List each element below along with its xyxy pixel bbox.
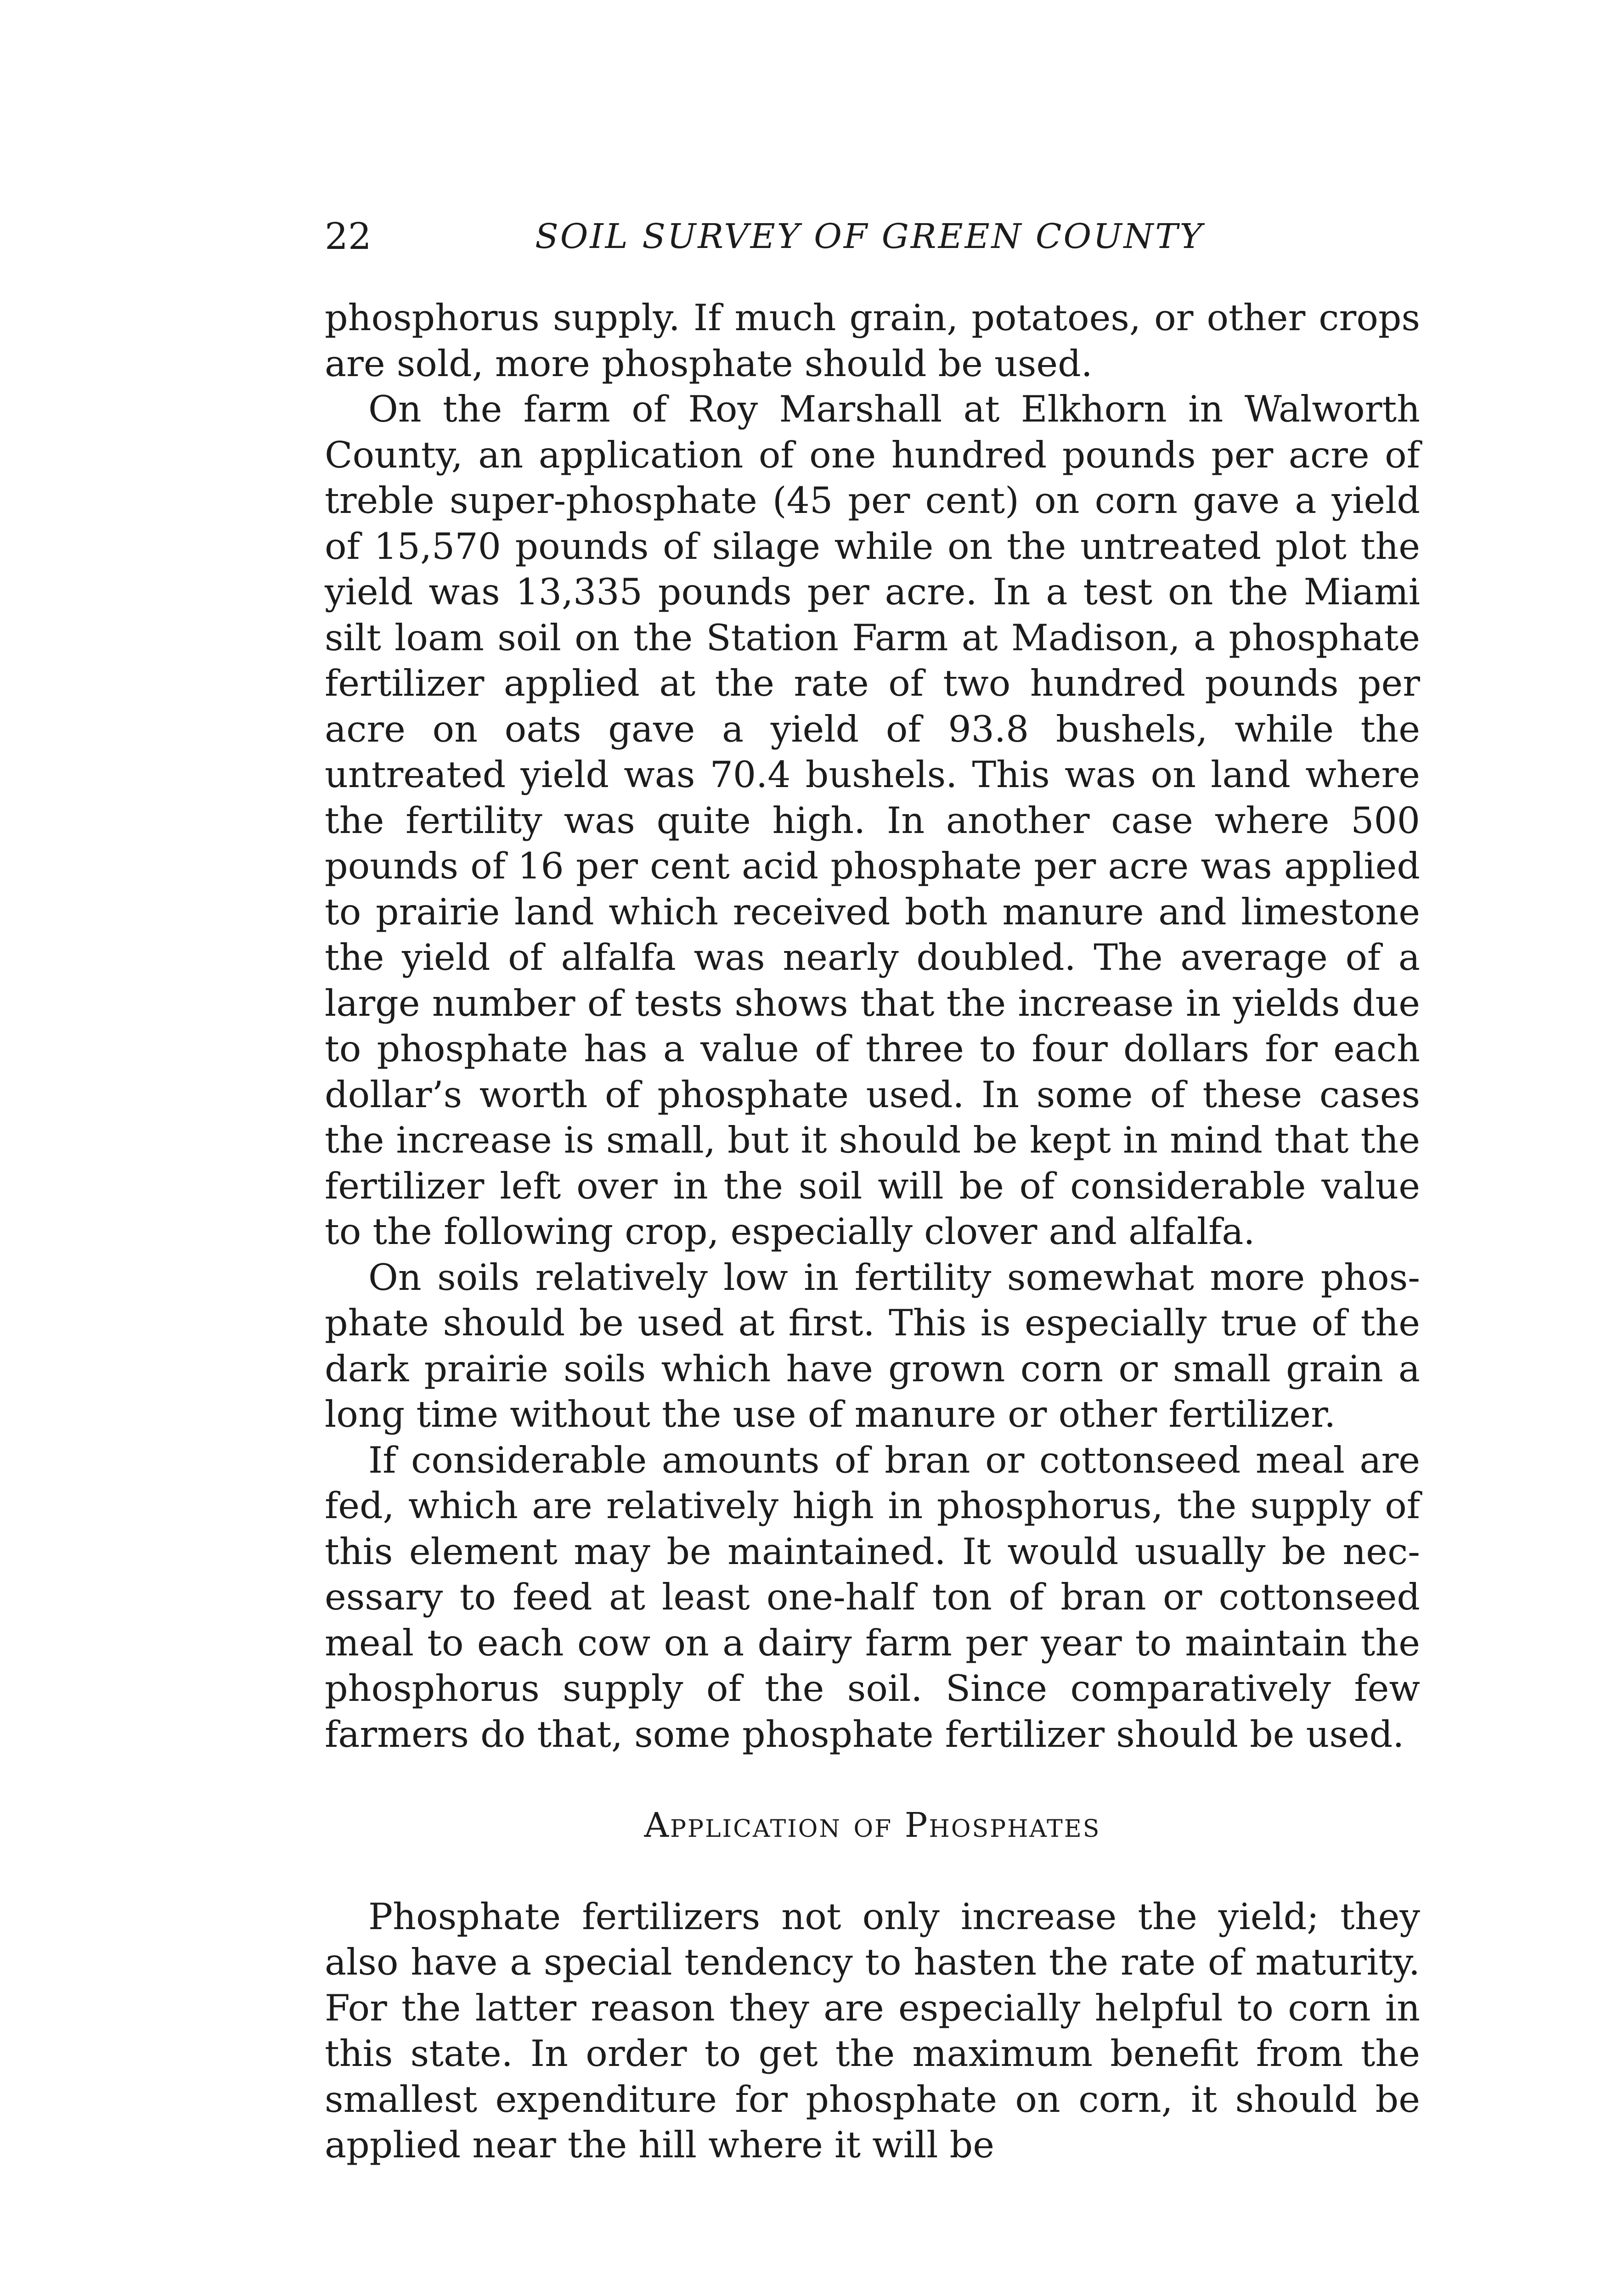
page-number: 22	[325, 215, 372, 258]
page-header	[0, 209, 1607, 264]
paragraph-continued: phosphorus supply. If much grain, potatoes, or other crops are sold, more phosphate should be used.	[325, 297, 1420, 385]
paragraph-application: Phosphate fertilizers not only increase the yield; they also have a special tendency to hasten the rate of maturity. For the latter reason they are especially helpful to corn in this state. In order to get the maximum benefit from the smallest expenditure for phosphate on corn, it should be applied near the hill where it will be	[325, 1895, 1420, 2166]
section-heading: Application of Phosphates	[644, 1806, 1101, 1845]
running-title: SOIL SURVEY OF GREEN COUNTY	[535, 217, 1204, 256]
paragraph-low-fertility-soils: On soils relatively low in fertility somewhat more phosphate should be used at first. This is especially true of the dark prairie soils which have grown corn or small grain a long time without the use of manure or other fertilizer.	[325, 1256, 1420, 1435]
paragraph-bran-cottonseed: If considerable amounts of bran or cottonseed meal are fed, which are relatively high in phosphorus, the supply of this element may be maintained. It would usually be necessary to feed at least one-half ton of bran or cottonseed meal to each cow on a dairy farm per year to maintain the phosphorus supply of the soil. Since comparatively few farmers do that, some phosphate fertilizer should be used.	[325, 1439, 1420, 1756]
body-text	[325, 295, 1420, 2168]
paragraph-marshall-farm: On the farm of Roy Marshall at Elkhorn in Walworth County, an application of one hundred pounds per acre of treble super-phosphate (45 per cent) on corn gave a yield of 15,570 pounds of silage while on the untreated plot the yield was 13,335 pounds per acre. In a test on the Miami silt loam soil on the Station Farm at Madison, a phosphate fertilizer applied at the rate of two hundred pounds per acre on oats gave a yield of 93.8 bushels, while the untreated yield was 70.4 bushels. This was on land where the fertility was quite high. In another case where 500 pounds of 16 per cent acid phosphate per acre was applied to prairie land which received both manure and limestone the yield of alfalfa was nearly doubled. The average of a large number of tests shows that the increase in yields due to phosphate has a value of three to four dollars for each dollar’s worth of phosphate used. In some of these cases the increase is small, but it should be kept in mind that the fertilizer left over in the soil will be of considerable value to the following crop, especially clover and alfalfa.	[325, 388, 1420, 1253]
